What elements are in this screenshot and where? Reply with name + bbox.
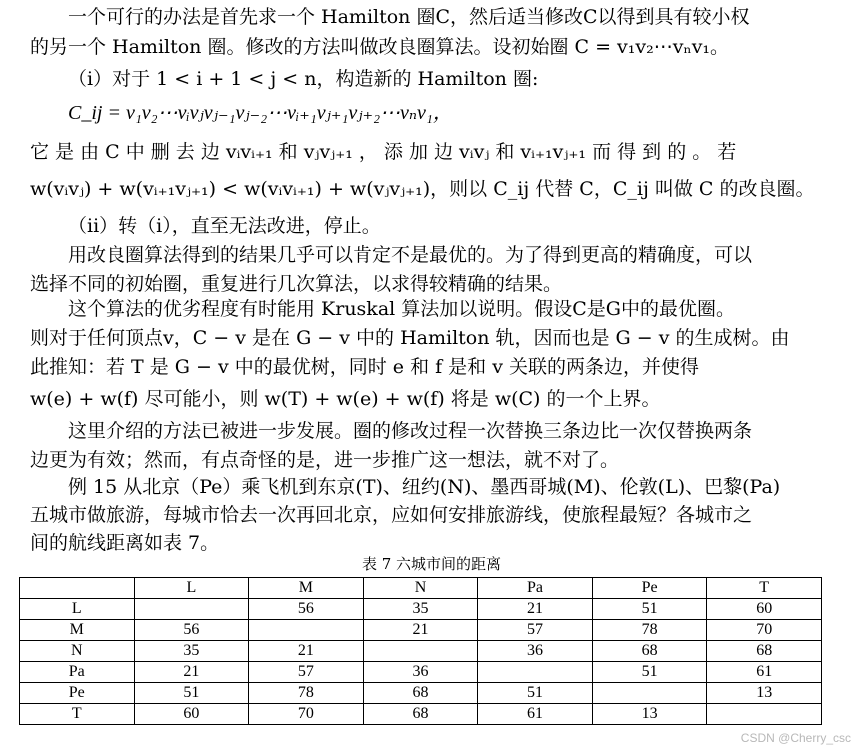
table-row [20,683,822,704]
paragraph-line: 则对于任何顶点v，C − v 是在 G − v 中的 Hamilton 轨，因而也是 G − v 的生成树。由 [30,327,790,349]
table-cell: 78 [249,683,364,704]
paragraph-line: 这个算法的优劣程度有时能用 Kruskal 算法加以说明。假设C是G中的最优圈。 [68,298,735,320]
table-cell: Pe [20,683,135,704]
distance-table [19,577,822,725]
table-cell: 68 [363,704,478,725]
table-cell [592,683,707,704]
paragraph-line: 它 是 由 C 中 删 去 边 vᵢvᵢ₊₁ 和 vⱼvⱼ₊₁ ， 添 加 边 vᵢvⱼ 和 vᵢ₊₁vⱼ₊₁ 而 得 到 的 。 若 [30,141,737,163]
table-cell: 70 [249,704,364,725]
table-cell: 13 [592,704,707,725]
paragraph-line: 一个可行的办法是首先求一个 Hamilton 圈C，然后适当修改C以得到具有较小权 [68,6,750,28]
table-row [20,620,822,641]
paragraph-line: （i）对于 1 < i + 1 < j < n，构造新的 Hamilton 圈: [68,68,539,90]
table-header-cell: L [134,578,249,599]
table-cell: 36 [478,641,593,662]
table-cell: 21 [363,620,478,641]
table-header-cell: T [707,578,822,599]
paragraph-line: 的另一个 Hamilton 圈。修改的方法叫做改良圈算法。设初始圈 C = v₁v₂⋯vₙv₁。 [30,36,730,58]
paragraph-line: 间的航线距离如表 7。 [30,532,220,554]
table-cell: 21 [249,641,364,662]
table-cell: T [20,704,135,725]
table-cell: 60 [707,599,822,620]
table-row [20,641,822,662]
watermark-text: CSDN @Cherry_csc [740,731,851,745]
table-row [20,704,822,725]
table-cell: 57 [478,620,593,641]
table-cell: 60 [134,704,249,725]
table-cell [363,641,478,662]
table-cell: N [20,641,135,662]
table-cell: 51 [592,599,707,620]
formula-line: w(vᵢvⱼ) + w(vᵢ₊₁vⱼ₊₁) < w(vᵢvᵢ₊₁) + w(vⱼvⱼ₊₁)，则以 C_ij 代替 C，C_ij 叫做 C 的改良圈。 [30,178,815,200]
table-cell: 51 [134,683,249,704]
table-cell: 56 [134,620,249,641]
table-cell: 21 [134,662,249,683]
table-cell: 57 [249,662,364,683]
table-cell: 68 [707,641,822,662]
table-cell [478,662,593,683]
table-cell [707,704,822,725]
table-header-cell: M [249,578,364,599]
table-cell: 21 [478,599,593,620]
paragraph-line: 例 15 从北京（Pe）乘飞机到东京(T)、纽约(N)、墨西哥城(M)、伦敦(L)、巴黎(Pa) [68,476,781,498]
table-cell: M [20,620,135,641]
paragraph-line: 边更为有效；然而，有点奇怪的是，进一步推广这一想法，就不对了。 [30,449,620,471]
table-header-cell: Pe [592,578,707,599]
table-caption: 表 7 六城市间的距离 [361,555,502,573]
table-cell [134,599,249,620]
paragraph-line: 用改良圈算法得到的结果几乎可以肯定不是最优的。为了得到更高的精确度，可以 [68,244,753,266]
table-cell: 36 [363,662,478,683]
paragraph-line: 此推知：若 T 是 G − v 中的最优树，同时 e 和 f 是和 v 关联的两条边，并使得 [30,356,699,378]
table-header-cell: Pa [478,578,593,599]
paragraph-line: 这里介绍的方法已被进一步发展。圈的修改过程一次替换三条边比一次仅替换两条 [68,420,753,442]
table-cell: 68 [592,641,707,662]
table-cell [249,620,364,641]
table-cell: 35 [363,599,478,620]
table-header-cell: N [363,578,478,599]
table-cell: 78 [592,620,707,641]
table-header-row [20,578,822,599]
table-cell: 70 [707,620,822,641]
paragraph-line: 选择不同的初始圈，重复进行几次算法，以求得较精确的结果。 [30,273,563,295]
paragraph-line: w(e) + w(f) 尽可能小，则 w(T) + w(e) + w(f) 将是 w(C) 的一个上界。 [30,388,661,410]
table-cell: L [20,599,135,620]
table-cell: 61 [707,662,822,683]
table-cell: Pa [20,662,135,683]
table-cell: 51 [592,662,707,683]
table-row [20,662,822,683]
table-header-cell [20,578,135,599]
table-cell: 51 [478,683,593,704]
table-cell: 56 [249,599,364,620]
paragraph-line: 五城市做旅游，每城市恰去一次再回北京，应如何安排旅游线，使旅程最短？各城市之 [30,504,753,526]
paragraph-line: （ii）转（i），直至无法改进，停止。 [68,215,381,237]
table-cell: 35 [134,641,249,662]
table-cell: 13 [707,683,822,704]
table-cell: 61 [478,704,593,725]
formula-line: C_ij = v₁v₂⋯vᵢvⱼvⱼ₋₁vⱼ₋₂⋯vᵢ₊₁vⱼ₊₁vⱼ₊₂⋯vₙv₁， [68,102,453,124]
table-row [20,599,822,620]
table-cell: 68 [363,683,478,704]
